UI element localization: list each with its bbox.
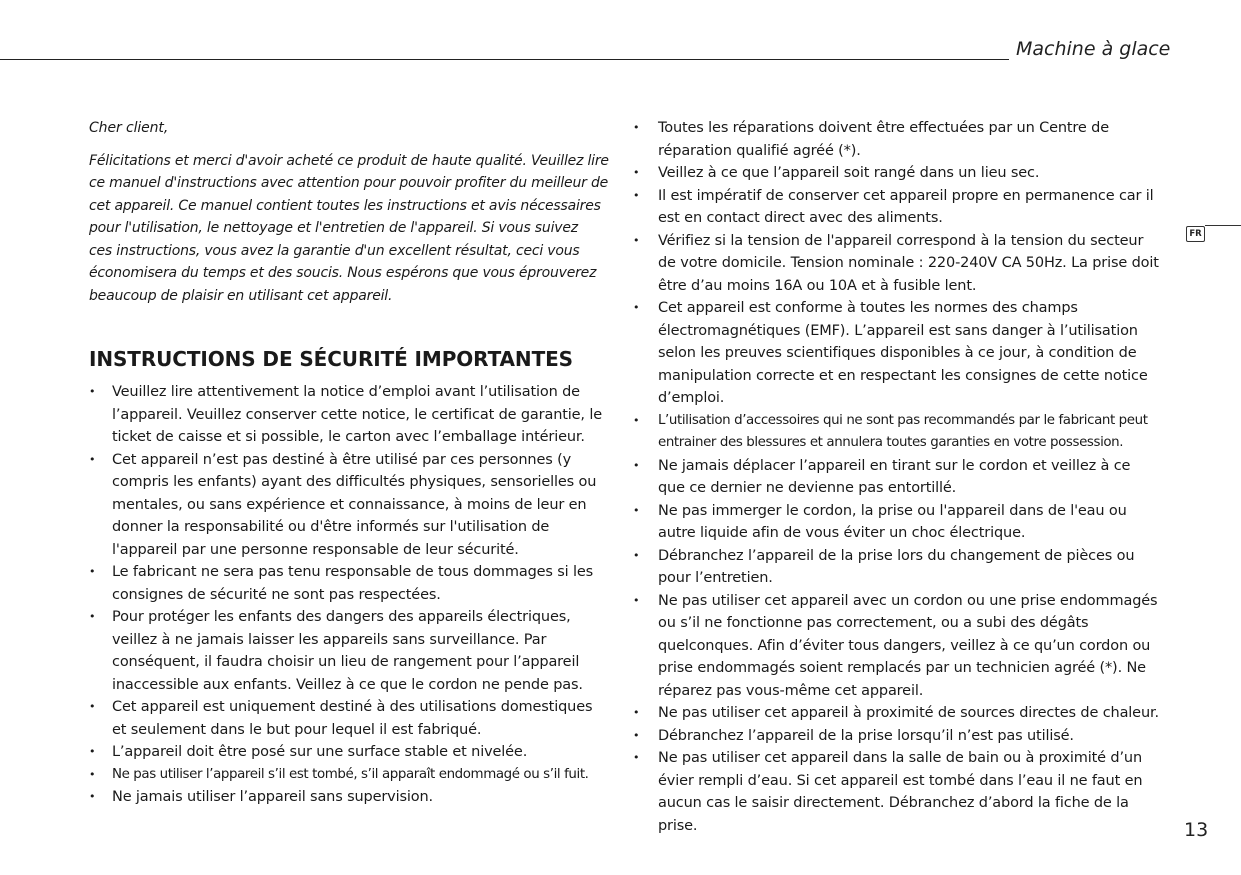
safety-list-right [633,117,1161,837]
list-item: • Ne jamais déplacer l’appareil en tirant sur le cordon et veillez à ce que ce dernier ne devienne pas entortillé. [633,455,1161,500]
list-item: • Cet appareil est conforme à toutes les normes des champs électromagnétiques (EMF). L’appareil est sans danger à l’utilisation selon les preuves scientifiques disponibles à ce jour, à condition de manipulation correcte et en respectant les consignes de cette notice d’emploi. [633,297,1161,410]
list-item: • Débranchez l’appareil de la prise lorsqu’il n’est pas utilisé. [633,725,1161,748]
list-item: • Le fabricant ne sera pas tenu responsable de tous dommages si les consignes de sécurité ne sont pas respectées. [89,561,609,606]
intro-paragraph: Félicitations et merci d'avoir acheté ce produit de haute qualité. Veuillez lire ce manuel d'instructions avec attention pour pouvoir profiter du meilleur de cet appareil. Ce manuel contient toutes les instructions et avis nécessaires pour l'utilisation, le nettoyage et l'entretien de l'appareil. Si vous suivez ces instructions, vous avez la garantie d'un excellent résultat, ceci vous économisera du temps et des soucis. Nous espérons que vous éprouverez beaucoup de plaisir en utilisant cet appareil. [89,152,609,304]
language-tab-divider [1205,225,1241,226]
language-badge: FR [1186,226,1205,242]
list-item: • Pour protéger les enfants des dangers des appareils électriques, veillez à ne jamais laisser les appareils sans surveillance. Par conséquent, il faudra choisir un lieu de rangement pour l’appareil inaccessible aux enfants. Veillez à ce que le cordon ne pende pas. [89,606,609,696]
right-column [633,117,1161,837]
list-item: • Débranchez l’appareil de la prise lors du changement de pièces ou pour l’entretien. [633,545,1161,590]
list-item: • Cet appareil n’est pas destiné à être utilisé par ces personnes (y compris les enfants) ayant des difficultés physiques, sensorielles ou mentales, ou sans expérience et connaissance, à moins de leur en donner la responsabilité ou d'être informés sur l'utilisation de l'appareil par une personne responsable de leur sécurité. [89,449,609,562]
page-header-title: Machine à glace [1016,38,1171,60]
greeting: Cher client, [89,120,169,136]
list-item: • L’appareil doit être posé sur une surface stable et nivelée. [89,741,609,764]
list-item: • Vérifiez si la tension de l'appareil correspond à la tension du secteur de votre domicile. Tension nominale : 220-240V CA 50Hz. La prise doit être d’au moins 16A ou 10A et à fusible lent. [633,230,1161,298]
header-divider [0,59,1009,60]
list-item: • Toutes les réparations doivent être effectuées par un Centre de réparation qualifié agréé (*). [633,117,1161,162]
list-item: • Ne pas utiliser cet appareil à proximité de sources directes de chaleur. [633,702,1161,725]
list-item: • Ne jamais utiliser l’appareil sans supervision. [89,786,609,809]
section-title: INSTRUCTIONS DE SÉCURITÉ IMPORTANTES [89,347,573,371]
list-item: • Cet appareil est uniquement destiné à des utilisations domestiques et seulement dans le but pour lequel il est fabriqué. [89,696,609,741]
list-item: • L’utilisation d’accessoires qui ne sont pas recommandés par le fabricant peut entrainer des blessures et annulera toutes garanties en votre possession. [633,410,1161,455]
list-item: • Ne pas utiliser cet appareil dans la salle de bain ou à proximité d’un évier rempli d’eau. Si cet appareil est tombé dans l’eau il ne faut en aucun cas le saisir directement. Débranchez d’abord la fiche de la prise. [633,747,1161,837]
list-item: • Veuillez lire attentivement la notice d’emploi avant l’utilisation de l’appareil. Veuillez conserver cette notice, le certificat de garantie, le ticket de caisse et si possible, le carton avec l’emballage intérieur. [89,381,609,449]
page-number: 13 [1184,819,1209,841]
safety-list-left [89,381,609,809]
left-column [89,117,609,809]
list-item: • Ne pas utiliser cet appareil avec un cordon ou une prise endommagés ou s’il ne fonctionne pas correctement, ou a subi des dégâts quelconques. Afin d’éviter tous dangers, veillez à ce qu’un cordon ou prise endommagés soient remplacés par un technicien agréé (*). Ne réparez pas vous-même cet appareil. [633,590,1161,703]
list-item: • Ne pas utiliser l’appareil s’il est tombé, s’il apparaît endommagé ou s’il fuit. [89,764,609,787]
list-item: • Ne pas immerger le cordon, la prise ou l'appareil dans de l'eau ou autre liquide afin de vous éviter un choc électrique. [633,500,1161,545]
list-item: • Veillez à ce que l’appareil soit rangé dans un lieu sec. [633,162,1161,185]
list-item: • Il est impératif de conserver cet appareil propre en permanence car il est en contact direct avec des aliments. [633,185,1161,230]
